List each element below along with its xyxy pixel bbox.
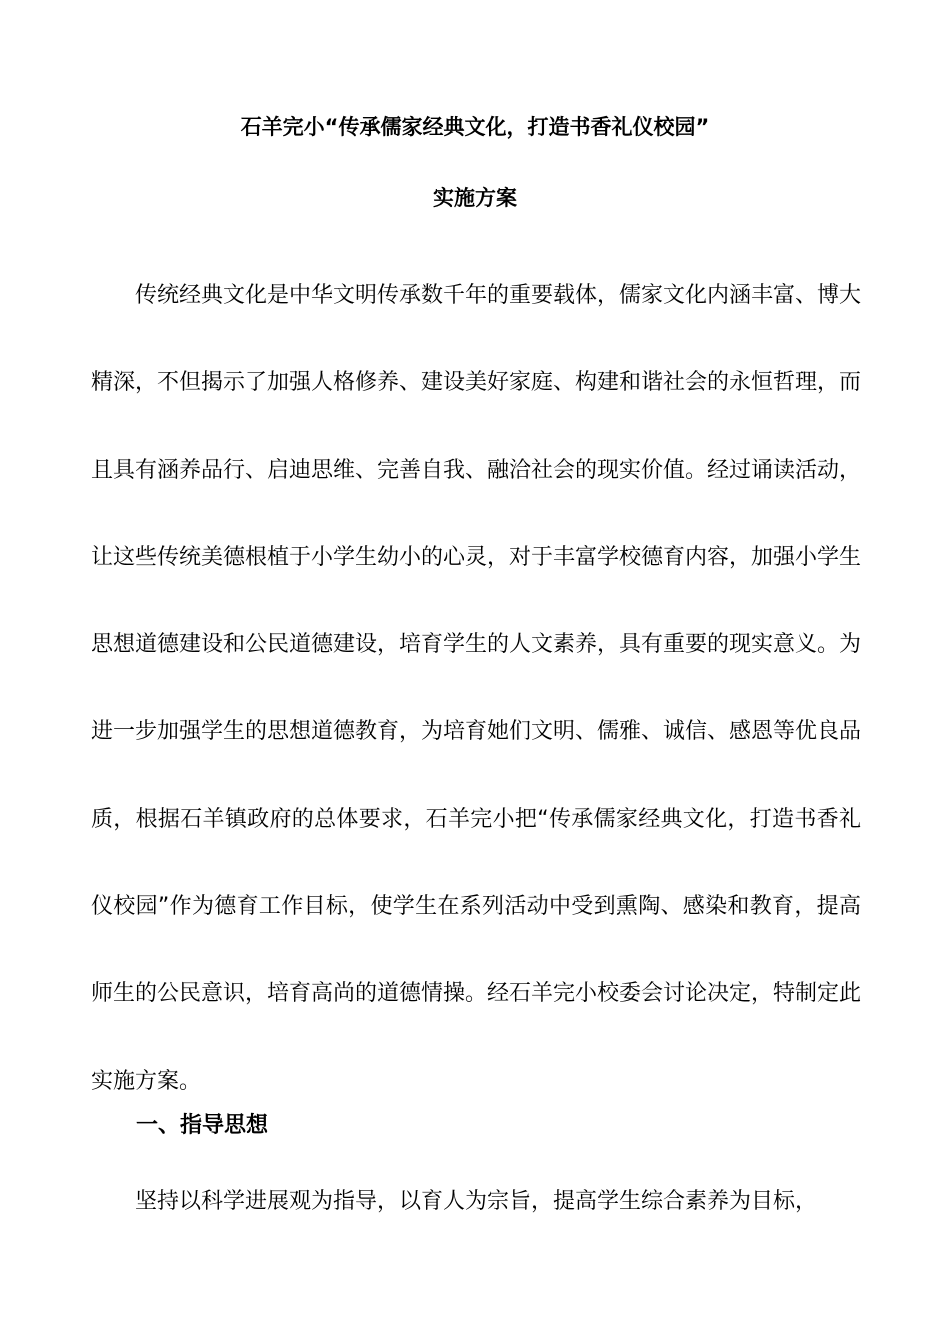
document-title: 石羊完小“传承儒家经典文化，打造书香礼仪校园” — [240, 115, 710, 139]
section-heading-guiding-ideology: 一、指导思想 — [136, 1113, 269, 1138]
guiding-ideology-paragraph: 坚持以科学进展观为指导，以育人为宗旨，提高学生综合素养为目标， — [135, 1189, 818, 1214]
intro-section — [91, 252, 861, 1125]
document-subtitle: 实施方案 — [433, 186, 517, 210]
intro-paragraph: 传统经典文化是中华文明传承数千年的重要载体，儒家文化内涵丰富、博大精深，不但揭示了加强人格修养、建设美好家庭、构建和谐社会的永恒哲理，而且具有涵养品行、启迪思维、完善自我、融洽社会的现实价值。经过诵读活动，让这些传统美德根植于小学生幼小的心灵，对于丰富学校德育内容，加强小学生思想道德建设和公民道德建设，培育学生的人文素养，具有重要的现实意义。为进一步加强学生的思想道德教育，为培育她们文明、儒雅、诚信、感恩等优良品质，根据石羊镇政府的总体要求，石羊完小把“传承儒家经典文化，打造书香礼仪校园”作为德育工作目标，使学生在系列活动中受到熏陶、感染和教育，提高师生的公民意识，培育高尚的道德情操。经石羊完小校委会讨论决定，特制定此实施方案。 — [91, 283, 862, 1094]
